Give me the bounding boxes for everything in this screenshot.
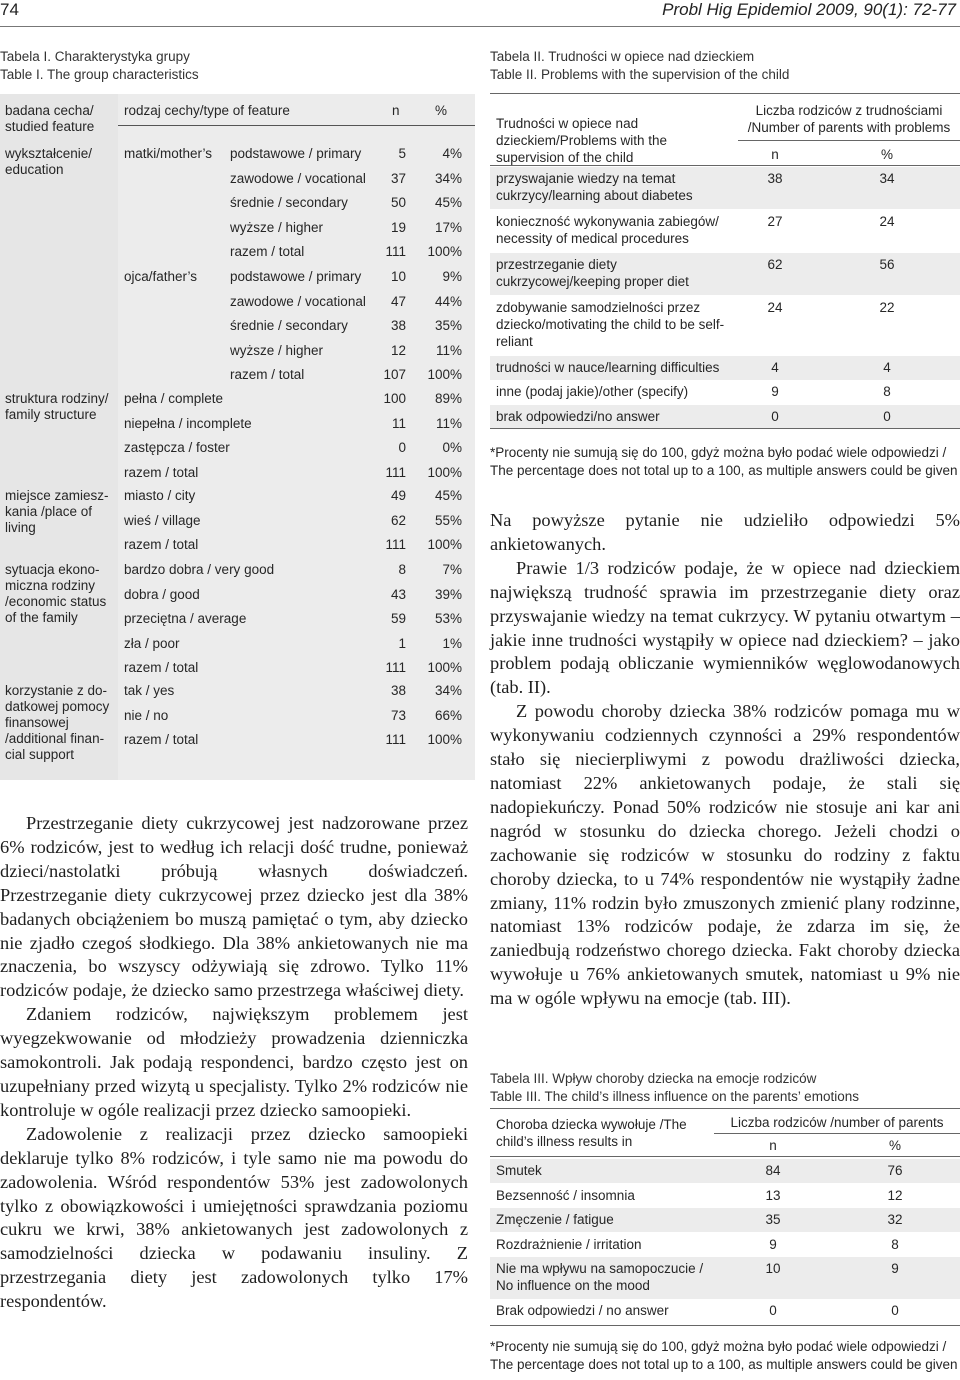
table1-group-support: korzystanie z do-datkowej pomocy finansowej /additional finan-cial support [5, 683, 110, 762]
table1-mother-label: matki/mother’s [124, 146, 213, 161]
table1-row-pct: 35% [434, 318, 462, 334]
table2-row-label: inne (podaj jakie)/other (specify) [496, 384, 689, 399]
table1-row-pct: 45% [434, 488, 462, 503]
table1-group-economic: sytuacja ekono-miczna rodziny /economic status of the family [5, 562, 107, 625]
table3-caption-en: Table III. The child’s illness influence on the parents’ emotions [490, 1089, 859, 1104]
table1-row-n: 111 [385, 244, 406, 260]
table1-head-type: rodzaj cechy/type of feature [124, 103, 290, 118]
table2-row-pct: 34 [879, 171, 895, 186]
table2-row-pct: 24 [879, 214, 895, 229]
table1-row-n: 8 [398, 562, 406, 577]
table3-subhead-rule [714, 1133, 960, 1134]
table3-row-label: Zmęczenie / fatigue [496, 1212, 614, 1227]
table1-row-n: 47 [390, 293, 406, 309]
table1-row-n: 19 [390, 219, 406, 235]
table3-row-pct: 32 [887, 1212, 903, 1227]
table2-row-pct: 0 [883, 409, 891, 424]
table1-row-pct: 45% [434, 195, 462, 211]
table1-row-n: 59 [390, 611, 406, 627]
table1-row-n: 37 [390, 170, 406, 186]
table1-row-pct: 100% [427, 464, 462, 480]
table3-row-pct: 0 [891, 1303, 899, 1318]
table2-subhead-rule [738, 140, 960, 141]
table3-row-label: Bezsenność / insomnia [496, 1188, 635, 1203]
paragraph: Przestrzeganie diety cukrzycowej jest nadzorowane przez 6% rodziców, jest to według ich relacji dość trudne, ponieważ dzieci/nastolatki próbują własnych doświadczeń. Przestrzeganie diety cukrzycowej przez dziecko jest dla 38% badanych obciążeniem bo muszą pamiętać o tym, aby dziecko nie zjadło czegoś słodkiego. Dla 38% ankietowanych nie ma znaczenia, bo wszyscy odżywiają się zdrowo. Tylko 11% rodziców podaje, że dziecko samo przestrzega właściwej diety. [0, 813, 468, 1001]
table1-row-pct: 11% [435, 415, 462, 431]
table2-row-n: 62 [767, 257, 783, 272]
paragraph: Zdaniem rodziców, największym problemem jest wyegzekwowanie od młodzieży prowadzenia dzienniczka samokontroli. Jak podają respondenci, bardzo często jest on uzupełniany przed wizytą u specjalisty. Tylko 2% rodziców nie kontroluje w ogóle realizacji przez dziecko samoopieki. [0, 1004, 468, 1120]
table1-row-n: 111 [385, 464, 406, 480]
table2-row-label: konieczność wykonywania zabiegów/ necessity of medical procedures [496, 214, 719, 246]
table1-row-pct: 0% [442, 440, 462, 456]
table1-row-label: razem / total [124, 464, 199, 480]
table1-row-pct: 100% [427, 732, 462, 748]
table2-row-label: przyswajanie wiedzy na temat cukrzycy/learning about diabetes [496, 171, 693, 203]
table1-row-pct: 100% [427, 367, 462, 383]
table2-top-rule [490, 93, 960, 94]
journal-citation: Probl Hig Epidemiol 2009, 90(1): 72-77 [662, 0, 956, 19]
table3-bottom-rule [490, 1325, 960, 1326]
table1-row-n: 111 [385, 537, 406, 553]
table2-row-pct: 22 [879, 300, 895, 315]
table1-head-n: n [392, 103, 400, 118]
table3-row-label: Nie ma wpływu na samopoczucie / No influence on the mood [496, 1261, 704, 1293]
table1-row-label: wieś / village [124, 512, 201, 528]
table3-head-n: n [769, 1138, 777, 1153]
table1-row-pct: 66% [434, 707, 462, 723]
table1-caption-en: Table I. The group characteristics [0, 67, 199, 82]
table1-head-pct: % [435, 103, 448, 118]
table1-row-pct: 1% [442, 635, 462, 651]
table1-row-pct: 4% [442, 146, 462, 161]
table1-row-label: podstawowe / primary [230, 269, 362, 284]
table3-row-label: Smutek [496, 1163, 542, 1178]
table1-row-n: 11 [391, 415, 406, 431]
table1-row-n: 62 [390, 512, 406, 528]
table2-row-n: 24 [767, 300, 783, 315]
table1-row-label: razem / total [124, 537, 199, 553]
table2-row-label: trudności w nauce/learning difficulties [496, 360, 720, 375]
table1-group-living: miejsce zamiesz-kania /place of living [5, 488, 109, 535]
header-rule [0, 26, 960, 27]
table1-row-label: średnie / secondary [230, 318, 348, 334]
table1-row-n: 12 [390, 342, 406, 358]
table1-row-pct: 17% [434, 219, 462, 235]
table1-row-n: 50 [390, 195, 406, 211]
table1-head-feature: badana cecha/ studied feature [5, 103, 95, 134]
table1-row-label: razem / total [230, 244, 305, 260]
table1-row-n: 107 [383, 367, 406, 383]
left-body-text [0, 812, 468, 1314]
table1-row-n: 111 [385, 732, 406, 748]
table2-row-label: brak odpowiedzi/no answer [496, 409, 660, 424]
table1-row-label: miasto / city [124, 488, 196, 503]
table1-row-pct: 89% [434, 391, 462, 406]
table3-row-pct: 76 [887, 1163, 903, 1178]
table1-row-label: średnie / secondary [230, 195, 348, 211]
table1-row-n: 73 [390, 707, 406, 723]
paragraph: Na powyższe pytanie nie udzieliło odpowiedzi 5% ankietowanych. [490, 510, 960, 554]
table2-footnote: *Procenty nie sumują się do 100, gdyż można było podać wiele odpowiedzi / The percentage does not total up to a 100, as multiple answers could be given [490, 445, 958, 478]
table1-row-label: razem / total [124, 660, 199, 676]
table1-row-pct: 11% [435, 342, 462, 358]
table2-row-label: zdobywanie samodzielności przez dziecko/motivating the child to be self-reliant [496, 300, 725, 349]
table1-row-n: 0 [398, 440, 406, 456]
table3-caption-pl: Tabela III. Wpływ choroby dziecka na emocje rodziców [490, 1071, 817, 1086]
table1-row-label: przeciętna / average [124, 611, 247, 627]
table1-group-family: struktura rodziny/ family structure [5, 391, 109, 422]
table1-group-education: wykształcenie/ education [5, 146, 93, 177]
table1-row-label: niepełna / incomplete [124, 415, 252, 431]
table3-row-n: 9 [769, 1237, 777, 1252]
table2-header-rule [490, 165, 960, 166]
table1-row-label: podstawowe / primary [230, 146, 362, 161]
table1-row-label: wyższe / higher [230, 219, 324, 235]
table2-row-label: przestrzeganie diety cukrzycowej/keeping proper diet [496, 257, 689, 289]
table1-row-label: razem / total [230, 367, 305, 383]
table2-row-pct: 56 [879, 257, 895, 272]
table1-row-pct: 34% [434, 683, 462, 698]
table3-row-n: 13 [765, 1188, 781, 1203]
table1-row-pct: 53% [434, 611, 462, 627]
table1-row-n: 43 [390, 586, 406, 602]
table1-row-n: 38 [390, 318, 406, 334]
table1-row-label: dobra / good [124, 586, 200, 602]
table3-head-right: Liczba rodziców /number of parents [730, 1115, 944, 1130]
table2-row-n: 27 [767, 214, 783, 229]
table3-row-n: 0 [769, 1303, 777, 1318]
paragraph: Zadowolenie z realizacji przez dziecko samoopieki deklaruje tylko 8% rodziców, i tyle samo nie ma powodu do zadowolenia. Wśród respondentów 53% jest zadowolonych tylko z obowiązkowości i umiejętności sprawdzania poziomu cukru we krwi, 38% ankietowanych jest zadowolonych z samodzielności dziecka w podawaniu insuliny. Z przestrzegania diety jest zadowolonych tylko 17% respondentów. [0, 1123, 468, 1312]
table2-row-pct: 4 [883, 360, 891, 375]
table1-row-label: razem / total [124, 732, 199, 748]
table1-caption-pl: Tabela I. Charakterystyka grupy [0, 49, 190, 64]
table1-row-label: bardzo dobra / very good [124, 562, 275, 577]
table1-father-label: ojca/father’s [124, 269, 198, 284]
table1-row-pct: 100% [427, 660, 462, 676]
table1-row-label: zawodowe / vocational [230, 170, 366, 186]
table1-row-n: 10 [390, 269, 406, 284]
table2-head-right: Liczba rodziców z trudnościami /Number of parents with problems [747, 103, 951, 135]
table2-head-pct: % [880, 147, 893, 162]
table1-row-n: 1 [398, 635, 406, 651]
table1-row-pct: 39% [434, 586, 462, 602]
paragraph: Z powodu choroby dziecka 38% rodziców pomaga mu w wykonywaniu codziennych czynności a 29% respondentów stało się niecierpliwymi z powodu drażliwości dziecka, natomiast 22% ankietowanych podaje, że stali się nadopiekuńczy. Ponad 50% rodziców nie stosuje ani kar ani nagród w stosunku do dziecka chorego. Jeżeli chodzi o zachowanie się rodziców w stosunku do rodziny z faktu choroby dziecka, to u 74% respondentów nie wystąpiły żadne zmiany, 11% rodzin było zmuszonych zmienić plany rodzinne, natomiast 13% rodziców podaje, że zdarza im się, że zaniedbują rodzeństwo chorego dziecka. Fakt choroby dziecka wywołuje u 76% ankietowanych smutek, natomiast u 9% nie ma w ogóle wpływu na emocje (tab. III). [490, 701, 960, 1009]
table1-feature-column [0, 94, 118, 780]
table3-row-n: 35 [765, 1212, 781, 1227]
table1-header-rule [118, 125, 475, 126]
table1-row-label: zastępcza / foster [124, 440, 230, 456]
table2-row-n: 9 [771, 384, 779, 399]
table1-row-n: 49 [390, 488, 406, 503]
table1-row-pct: 100% [427, 244, 462, 260]
table2-row-pct: 8 [883, 384, 891, 399]
table1-row-label: wyższe / higher [230, 342, 324, 358]
table2-caption-pl: Tabela II. Trudności w opiece nad dzieckiem [490, 49, 755, 64]
table3-footnote: *Procenty nie sumują się do 100, gdyż można było podać wiele odpowiedzi / The percentage does not total up to a 100, as multiple answers could be given [490, 1339, 958, 1372]
table3-row-pct: 9 [891, 1261, 899, 1276]
table1-row-label: zawodowe / vocational [230, 293, 366, 309]
table3-header-rule [490, 1156, 960, 1157]
table1-row-pct: 34% [434, 170, 462, 186]
table1-row-label: pełna / complete [124, 391, 224, 406]
table1-row-n: 5 [398, 146, 406, 161]
table2-row-n: 0 [771, 409, 779, 424]
table1-row-pct: 9% [442, 269, 462, 284]
table2-bottom-rule [490, 428, 960, 429]
table3-row-n: 10 [765, 1261, 781, 1276]
table1-row-label: zła / poor [124, 635, 180, 651]
table3-head-pct: % [888, 1138, 901, 1153]
table1-row-pct: 7% [442, 562, 462, 577]
page-number: 74 [0, 0, 19, 19]
table1-row-n: 100 [383, 391, 406, 406]
table3-row-label: Brak odpowiedzi / no answer [496, 1303, 669, 1318]
table1-row-label: nie / no [124, 707, 169, 723]
table3-row-pct: 12 [887, 1188, 903, 1203]
table1-row-n: 38 [390, 683, 406, 698]
table1-row-pct: 100% [427, 537, 462, 553]
table1-row-label: tak / yes [124, 683, 175, 698]
table2-caption-en: Table II. Problems with the supervision of the child [490, 67, 790, 82]
table2-row-n: 38 [767, 171, 783, 186]
table2-row-n: 4 [771, 360, 779, 375]
table3-top-rule [490, 1108, 960, 1109]
table3-row-pct: 8 [891, 1237, 899, 1252]
table1-row-pct: 44% [434, 293, 462, 309]
table3-head-left: Choroba dziecka wywołuje /The child’s illness results in [496, 1117, 687, 1149]
right-body-text [490, 509, 960, 1011]
table2-head-left: Trudności w opiece nad dzieckiem/Problems with the supervision of the child [496, 116, 668, 165]
table1-row-n: 111 [385, 660, 406, 676]
table3-row-n: 84 [765, 1163, 781, 1178]
paragraph: Prawie 1/3 rodziców podaje, że w opiece nad dzieckiem największą trudność sprawia im przestrzeganie diety oraz przyswajanie wiedzy na temat cukrzycy. W pytaniu otwartym – jakie inne trudności wystąpiły w opiece nad dzieckiem? – jako problem podają obliczanie wymienników węglowodanowych (tab. II). [490, 557, 960, 698]
table3-row-label: Rozdrażnienie / irritation [496, 1237, 642, 1252]
table2-head-n: n [771, 147, 779, 162]
table1-row-pct: 55% [434, 512, 462, 528]
